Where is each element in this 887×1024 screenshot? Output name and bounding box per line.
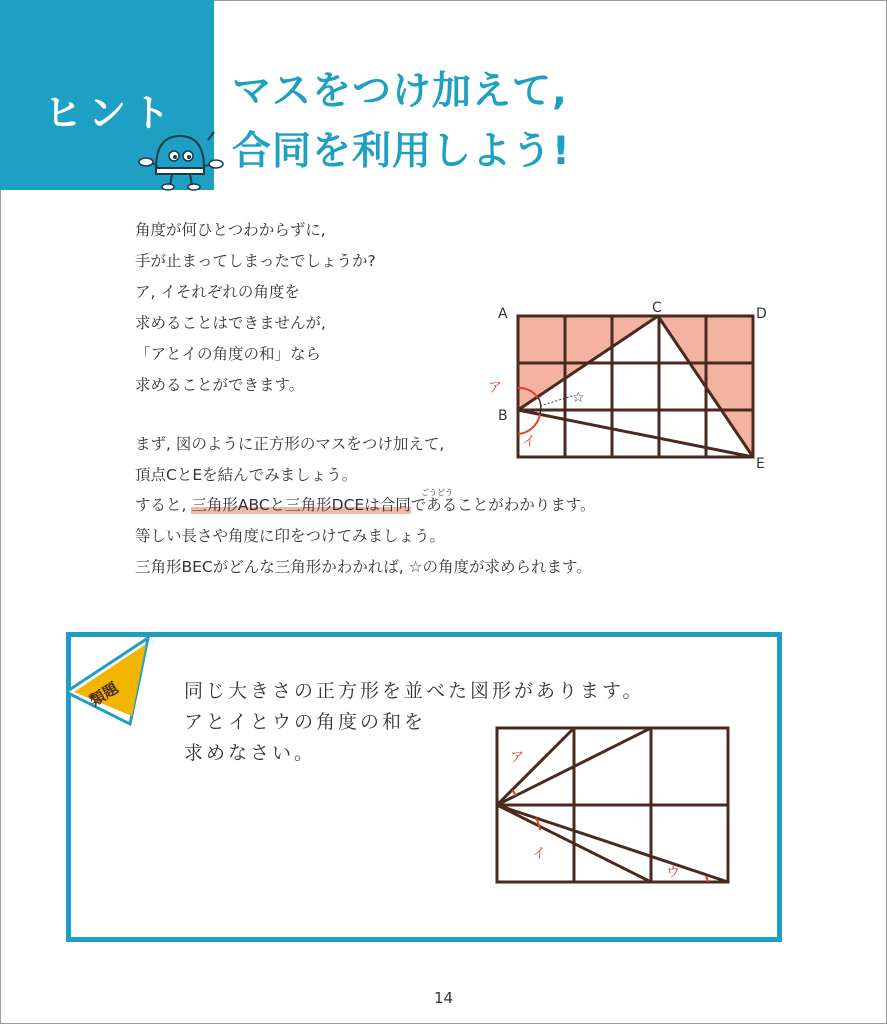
point-label-a: A [498, 306, 508, 322]
problem-line-1: 同じ大きさの正方形を並べた図形があります。 [184, 680, 645, 702]
page-number: 14 [433, 989, 454, 1007]
angle-label-i: イ [522, 434, 536, 450]
angle-arc-i [518, 414, 540, 434]
body-line-10: 等しい長さや角度に印をつけてみましょう。 [135, 527, 446, 545]
angle-label-a: ア [488, 380, 502, 396]
angle-label-i-2: イ [532, 846, 546, 862]
problem-line-3: 求めなさい。 [184, 742, 317, 764]
point-label-b: B [498, 408, 508, 424]
hint-headline [232, 62, 571, 182]
point-label-e: E [756, 456, 765, 472]
body-line-8: 頂点CとEを結んでみましょう。 [135, 466, 358, 484]
angle-label-u-2: ウ [666, 865, 680, 881]
star-icon: ☆ [572, 390, 585, 406]
body-line-3: ア, イそれぞれの角度を [135, 283, 300, 301]
body-line-1: 角度が何ひとつわからずに, [135, 221, 326, 239]
body-line-7: まず, 図のように正方形のマスをつけ加えて, [135, 435, 445, 453]
body-line-11: 三角形BECがどんな三角形かわかれば, ☆の角度が求められます。 [135, 558, 592, 576]
point-label-c: C [652, 300, 662, 316]
ruby-gōdō: ごうどう [421, 488, 453, 497]
ruidai-tag-label: 類題 [86, 678, 122, 711]
headline-line1: マスをつけ加えて, [232, 69, 568, 114]
body-line-5: 「アとイの角度の和」なら [135, 345, 322, 363]
star-leader-line [540, 396, 572, 406]
figure-2 [484, 720, 744, 890]
body-line-9-pre: すると, [135, 496, 192, 514]
body-line-9 [135, 493, 675, 515]
body-line-9-post: であることがわかります。 [410, 496, 596, 514]
angle-label-a-2: ア [510, 750, 524, 766]
body-line-2: 手が止まってしまったでしょうか? [135, 252, 376, 270]
congruent-highlight: 三角形ABCと三角形DCEは合同 [191, 496, 411, 514]
body-line-6: 求めることができます。 [135, 376, 305, 394]
ruidai-tag [66, 632, 166, 732]
problem-line-2: アとイとウの角度の和を [184, 711, 427, 733]
hint-tab-label: ヒント [44, 91, 177, 135]
point-label-d: D [756, 306, 767, 322]
figure-1 [480, 296, 780, 476]
mascot-icon [138, 128, 228, 192]
headline-line2: 合同を利用しよう! [232, 129, 571, 174]
body-line-4: 求めることはできませんが, [135, 314, 326, 332]
